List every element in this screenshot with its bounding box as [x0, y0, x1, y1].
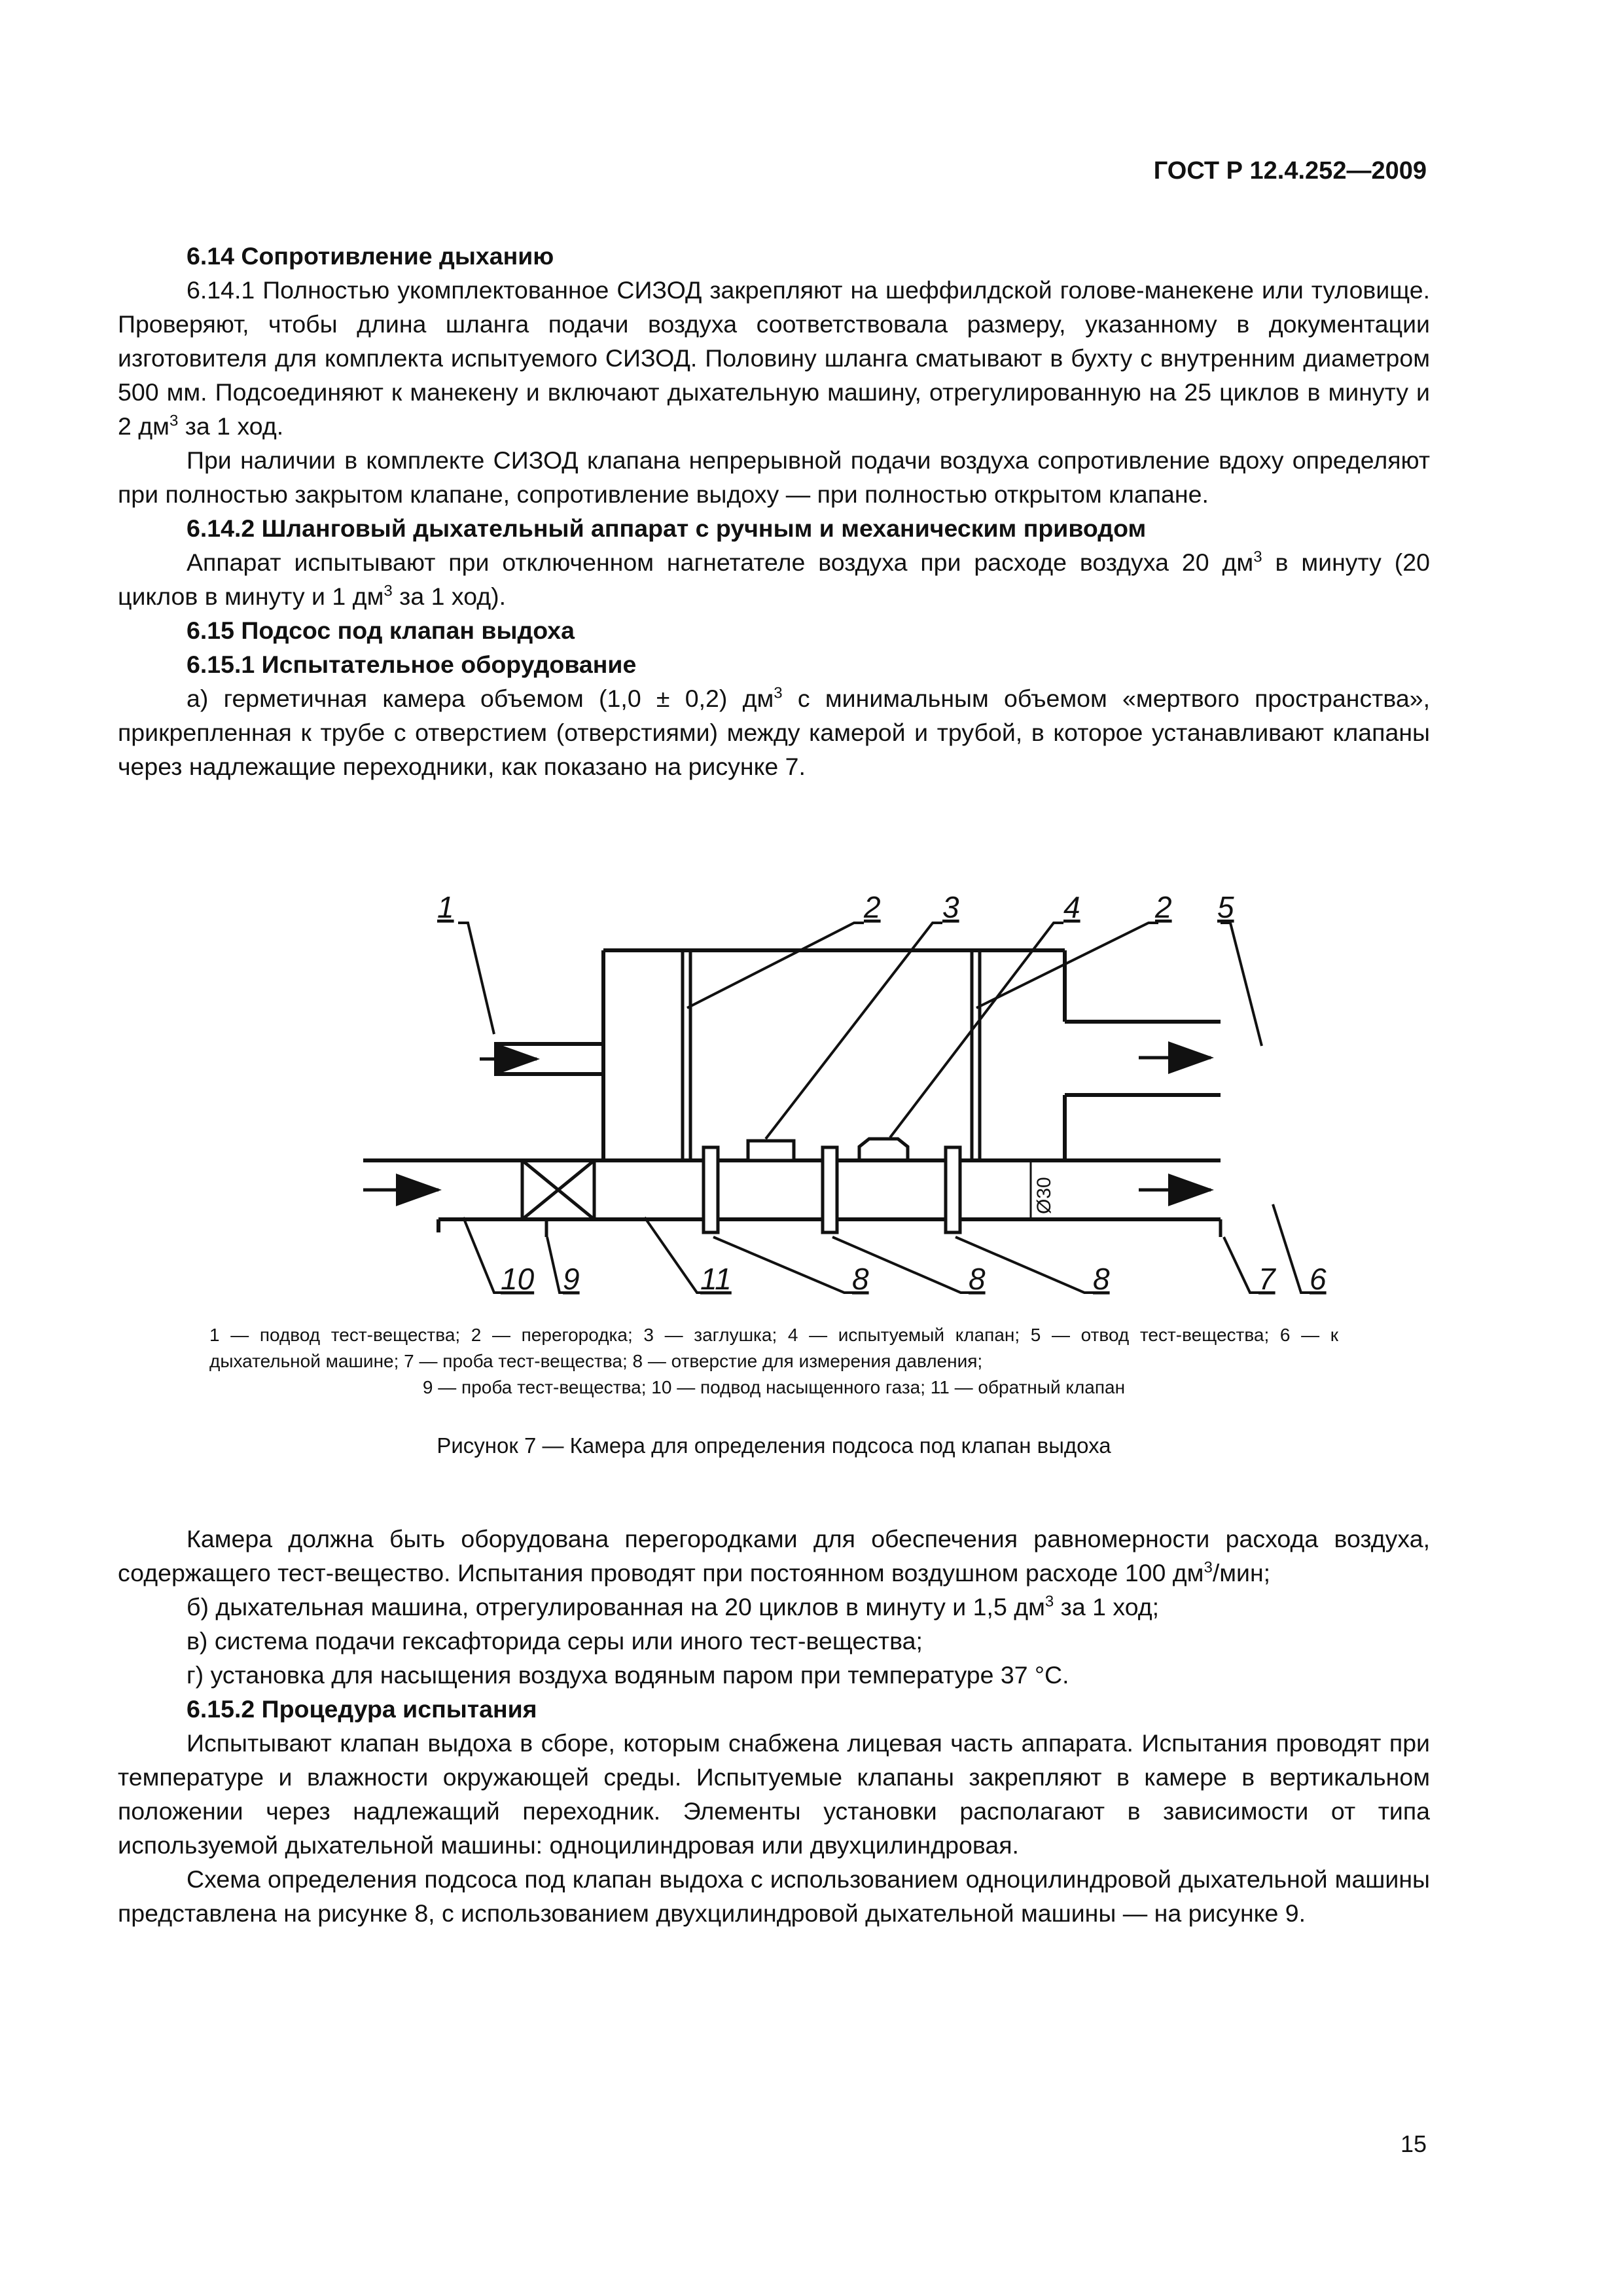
body-text-top [118, 239, 1430, 783]
callout-6: 6 [1310, 1262, 1327, 1296]
item-g: г) установка для насыщения воздуха водяным паром при температуре 37 °С. [187, 1661, 1069, 1689]
section-title-6-14: 6.14 Сопротивление дыханию [187, 242, 554, 270]
paragraph-6-15-1-a: а) герметичная камера объемом (1,0 ± 0,2) $дм^3$ с минимальным объемом «мертвого пространства», прикрепленная к трубе с отверстием (отверстиями) между камерой и трубой, в которое устанавливают клапаны через надлежащие переходники, как показано на рисунке 7. [118, 684, 1430, 780]
dimension-label: Ø30 [1033, 1177, 1055, 1214]
figure-caption: Рисунок 7 — Камера для определения подсоса под клапан выдоха [437, 1433, 1111, 1458]
chamber-outline [363, 950, 1221, 1232]
figure-legend [209, 1322, 1338, 1401]
callout-8-a: 8 [852, 1262, 869, 1296]
callout-3: 3 [942, 890, 959, 924]
section-title-6-15-2: 6.15.2 Процедура испытания [187, 1695, 537, 1723]
legend-line-1: 1 — подвод тест-вещества; 2 — перегородка; 3 — заглушка; 4 — испытуемый клапан; 5 — отвод тест-вещества; 6 — к дыхательной машине; 7 — проба тест-вещества; 8 — отверстие для измерения давления; [209, 1325, 1338, 1371]
item-b: б) дыхательная машина, отрегулированная на 20 циклов в минуту и 1,5 $дм^3$ за 1 ход; [187, 1592, 1160, 1621]
paragraph-6-14-2: Аппарат испытывают при отключенном нагнетателе воздуха при расходе воздуха 20 $дм^3$ в минуту (20 циклов в минуту и 1 $дм^3$ за 1 ход). [118, 548, 1431, 610]
callout-11: 11 [700, 1262, 732, 1296]
paragraph-6-14-1: 6.14.1 Полностью укомплектованное СИЗОД закрепляют на шеффилдской голове-манекене или туловище. Проверяют, чтобы длина шланга подачи воздуха соответствовала размеру, указанному в документации изготовителя для комплекта испытуемого СИЗОД. Половину шланга сматывают в бухту с внутренним диаметром 500 мм. Подсоединяют к манекену и включают дыхательную машину, отрегулированную на 25 циклов в минуту и 2 $дм^3$ за 1 ход. [118, 276, 1430, 440]
callout-2-left: 2 [864, 890, 881, 924]
page-number: 15 [1400, 2130, 1427, 2157]
callout-1: 1 [437, 890, 454, 924]
paragraph-chamber: Камера должна быть оборудована перегородками для обеспечения равномерности расхода воздуха, содержащего тест-вещество. Испытания проводят при постоянном воздушном расходе 100 $дм^3$/мин; [118, 1525, 1430, 1587]
paragraph-6-14-1-b: При наличии в комплекте СИЗОД клапана непрерывной подачи воздуха сопротивление вдоху определяют при полностью закрытом клапане, сопротивление выдоху — при полностью открытом клапане. [118, 446, 1430, 508]
leader-lines [458, 923, 1311, 1293]
callout-8-b: 8 [969, 1262, 986, 1296]
callout-4: 4 [1063, 890, 1080, 924]
flow-arrows [363, 1058, 1211, 1190]
check-valve [522, 1160, 594, 1219]
section-title-6-15-1: 6.15.1 Испытательное оборудование [187, 651, 637, 678]
body-text-bottom [118, 1522, 1430, 1930]
callout-7: 7 [1258, 1262, 1275, 1296]
item-v: в) система подачи гексафторида серы или иного тест-вещества; [187, 1627, 923, 1655]
legend-line-2: 9 — проба тест-вещества; 10 — подвод насыщенного газа; 11 — обратный клапан [422, 1377, 1126, 1397]
paragraph-schemes: Схема определения подсоса под клапан выдоха с использованием одноцилиндровой дыхательной машины представлена на рисунке 8, с использованием двухцилиндровой дыхательной машины — на рисунке 9. [118, 1865, 1430, 1927]
callout-2-right: 2 [1155, 890, 1172, 924]
section-title-6-14-2: 6.14.2 Шланговый дыхательный аппарат с ручным и механическим приводом [187, 514, 1147, 542]
callout-10: 10 [501, 1262, 535, 1296]
section-title-6-15: 6.15 Подсос под клапан выдоха [187, 617, 575, 644]
callout-8-c: 8 [1093, 1262, 1110, 1296]
callout-5: 5 [1217, 890, 1234, 924]
callout-9: 9 [563, 1262, 580, 1296]
document-header: ГОСТ Р 12.4.252—2009 [1153, 157, 1427, 185]
paragraph-procedure: Испытывают клапан выдоха в сборе, которым снабжена лицевая часть аппарата. Испытания проводят при температуре и влажности окружающей среды. Испытуемые клапаны закрепляют в камере в вертикальном положении через надлежащий переходник. Элементы установки располагают в зависимости от типа используемой дыхательной машины: одноцилиндровая или двухцилиндровая. [118, 1729, 1430, 1859]
